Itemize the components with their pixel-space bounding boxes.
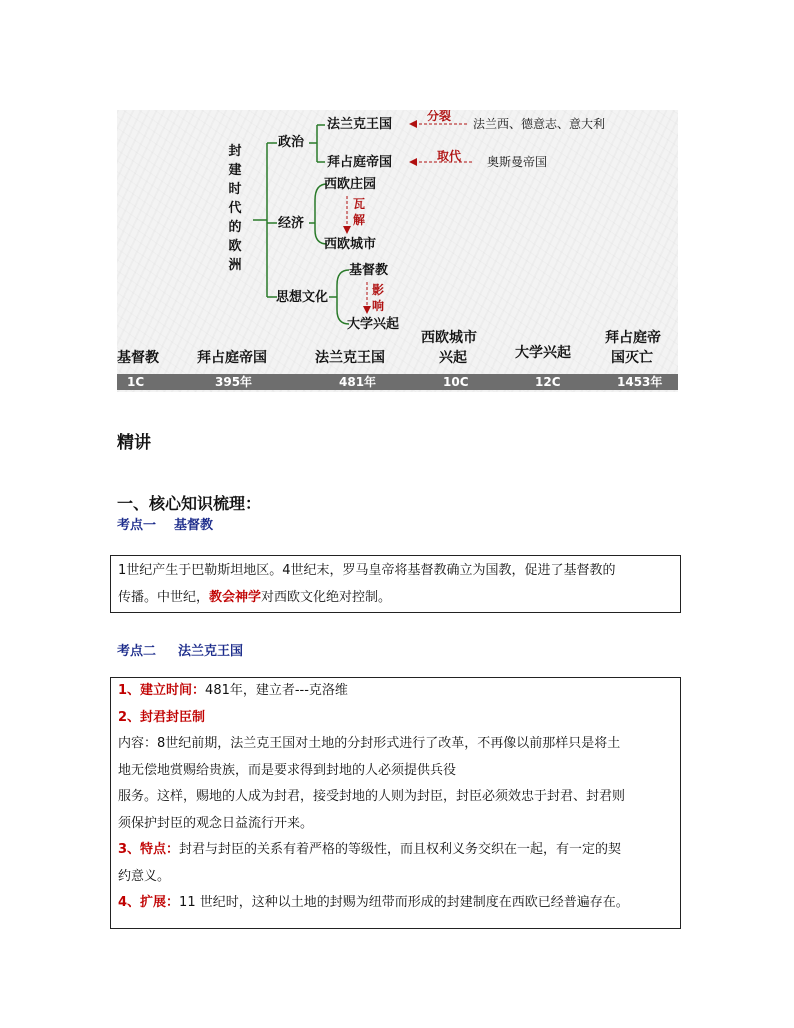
point2-item4-text: 11 世纪时，这种以土地的封赐为纽带而形成的封建制度在西欧已经普遍存在。 <box>179 895 629 910</box>
node-frankish-kingdom: 法兰克王国 <box>327 117 393 132</box>
point1-text-line1: 1世纪产生于巴勒斯坦地区。4世纪末，罗马皇帝将基督教确立为国教，促进了基督教的 <box>118 563 616 578</box>
point2-box <box>110 677 681 929</box>
point2-content-line4: 须保护封臣的观念日益流行开来。 <box>118 815 314 831</box>
point2-item3-text: 封君与封臣的关系有着严格的等级性，而且权利义务交织在一起，有一定的契 <box>179 842 622 857</box>
timeline-event-byzantine: 拜占庭帝国 <box>197 350 267 366</box>
timeline-date-395: 395年 <box>215 375 253 389</box>
point2-content-line1: 内容：8世纪前期，法兰克王国对土地的分封形式进行了改革，不再像以前那样只是将土 <box>118 736 621 751</box>
point2-item1-label: 1、建立时间： <box>118 683 206 698</box>
point2-content-line2: 地无偿地赏赐给贵族，而是要求得到封地的人必须提供兵役 <box>118 762 457 778</box>
point2-item4-label: 4、扩展： <box>118 895 180 910</box>
point2-item4 <box>118 890 673 917</box>
timeline-date-1c: 1C <box>127 375 145 389</box>
node-western-city: 西欧城市 <box>324 237 377 252</box>
point1-title: 基督教 <box>174 518 214 533</box>
point2-title: 法兰克王国 <box>178 644 244 659</box>
node-byzantine-empire: 拜占庭帝国 <box>327 155 393 170</box>
timeline-event-frank: 法兰克王国 <box>315 350 385 366</box>
timeline-event-city-line1: 西欧城市 <box>421 330 477 346</box>
label-influence: 影响 <box>371 283 384 313</box>
node-western-manor: 西欧庄园 <box>324 177 377 192</box>
node-ottoman-empire: 奥斯曼帝国 <box>487 155 548 169</box>
timeline-event-christianity: 基督教 <box>117 350 159 366</box>
node-christianity: 基督教 <box>349 263 389 278</box>
point1-text-pre: 传播。中世纪， <box>118 589 210 605</box>
timeline-date-481: 481年 <box>339 375 377 389</box>
timeline-date-1453: 1453年 <box>617 375 663 389</box>
branch-culture-label: 思想文化 <box>276 290 329 305</box>
section-heading-jingjiang: 精讲 <box>117 433 151 453</box>
point2-item3-line2: 约意义。 <box>118 868 171 884</box>
label-replace: 取代 <box>437 149 462 163</box>
point1-text-line2 <box>118 585 673 612</box>
diagram-root-title: 封建时代的欧洲 <box>228 144 242 273</box>
point2-item1-text: 481年，建立者---克洛维 <box>205 683 348 698</box>
point1-highlight: 教会神学 <box>209 589 262 605</box>
label-disintegrate: 瓦解 <box>352 197 365 227</box>
timeline-event-university: 大学兴起 <box>515 345 571 361</box>
section-heading-review: 一、核心知识梳理： <box>117 494 262 513</box>
point1-heading <box>117 514 213 533</box>
timeline-date-10c: 10C <box>443 375 469 389</box>
point2-content-line3: 服务。这样，赐地的人成为封君，接受封地的人则为封臣，封臣必须效忠于封君、封君则 <box>118 789 626 804</box>
branch-economy-label: 经济 <box>278 216 305 231</box>
point2-heading <box>117 640 243 659</box>
point2-item2-label: 2、封君封臣制 <box>118 709 206 725</box>
point1-text-post: 对西欧文化绝对控制。 <box>261 589 392 605</box>
point2-item3 <box>118 837 673 864</box>
timeline-date-12c: 12C <box>535 375 561 389</box>
point2-label: 考点二 <box>117 644 157 659</box>
branch-politics-label: 政治 <box>278 135 305 150</box>
node-university-rise: 大学兴起 <box>347 317 400 332</box>
label-split: 分裂 <box>427 110 452 123</box>
timeline-bar <box>117 374 678 390</box>
timeline-event-byzantine-fall-line2: 国灭亡 <box>611 350 653 366</box>
timeline-event-byzantine-fall-line1: 拜占庭帝 <box>605 330 661 346</box>
point1-box <box>110 555 681 613</box>
point1-label: 考点一 <box>117 518 157 533</box>
node-split-result: 法兰西、德意志、意大利 <box>473 117 606 131</box>
point2-item3-label: 3、特点： <box>118 842 180 857</box>
timeline-event-city-line2: 兴起 <box>439 350 467 366</box>
europe-feudal-diagram <box>117 110 678 392</box>
point2-item1 <box>118 678 673 705</box>
